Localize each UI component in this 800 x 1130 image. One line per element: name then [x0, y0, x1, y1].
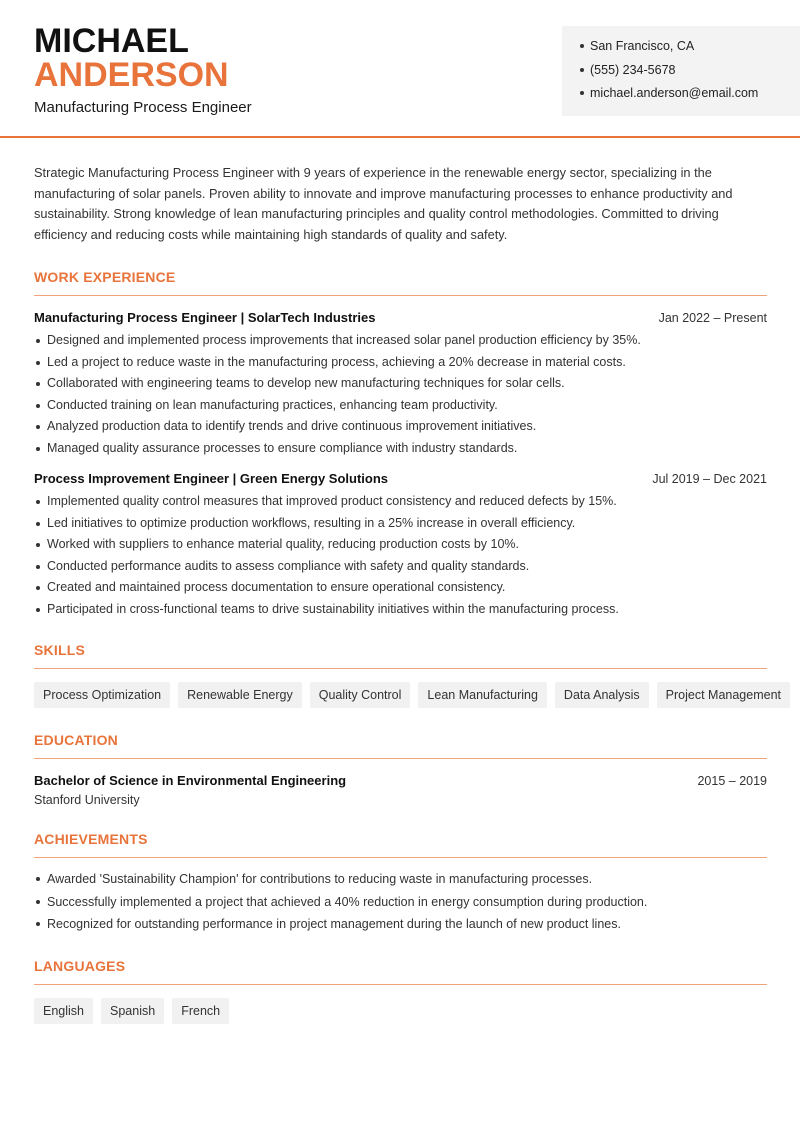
job-entry — [34, 310, 767, 459]
job-dates: Jan 2022 – Present — [658, 311, 767, 326]
section-title-skills: SKILLS — [34, 642, 767, 669]
education-degree: Bachelor of Science in Environmental Engineering — [34, 773, 347, 789]
candidate-name — [34, 24, 229, 92]
skill-chip: Quality Control — [310, 682, 411, 708]
skill-chip: Data Analysis — [555, 682, 649, 708]
skill-chip: Process Optimization — [34, 682, 170, 708]
job-role: Manufacturing Process Engineer | SolarTech Industries — [34, 310, 376, 326]
list-item: Worked with suppliers to enhance material quality, reducing production costs by 10%. — [34, 534, 767, 556]
contact-list — [580, 38, 800, 109]
language-chip: Spanish — [101, 998, 164, 1024]
professional-summary: Strategic Manufacturing Process Engineer with 9 years of experience in the renewable energy sector, specializing in the manufacturing of solar panels. Proven ability to innovate and improve manufacturing processes to enhance productivity and sustainability. Strong knowledge of lean manufacturing principles and quality control methodologies. Committed to driving efficiency and reducing costs while maintaining high standards of quality and safety. — [34, 165, 733, 242]
section-education — [34, 732, 767, 807]
contact-phone[interactable]: (555) 234-5678 — [580, 62, 800, 86]
job-role: Process Improvement Engineer | Green Energy Solutions — [34, 471, 389, 487]
section-title-education: EDUCATION — [34, 732, 767, 759]
section-achievements — [34, 831, 767, 936]
job-bullets — [34, 491, 767, 620]
skill-chip: Project Management — [657, 682, 790, 708]
list-item: Collaborated with engineering teams to develop new manufacturing techniques for solar cells. — [34, 373, 767, 395]
list-item: Created and maintained process documentation to ensure operational consistency. — [34, 577, 767, 599]
list-item: Conducted training on lean manufacturing practices, enhancing team productivity. — [34, 395, 767, 417]
achievements-list — [34, 868, 767, 936]
section-title-achievements: ACHIEVEMENTS — [34, 831, 767, 858]
language-chip: French — [172, 998, 229, 1024]
section-skills — [34, 642, 781, 708]
contact-box — [562, 26, 800, 116]
section-title-work-experience: WORK EXPERIENCE — [34, 269, 767, 296]
skill-chip: Renewable Energy — [178, 682, 302, 708]
contact-location: San Francisco, CA — [580, 38, 800, 62]
education-school: Stanford University — [34, 793, 140, 808]
list-item: Led a project to reduce waste in the manufacturing process, achieving a 20% decrease in material costs. — [34, 352, 767, 374]
resume-header — [0, 0, 800, 138]
list-item: Conducted performance audits to assess compliance with safety and quality standards. — [34, 556, 767, 578]
section-work-experience — [34, 269, 767, 620]
first-name: MICHAEL — [34, 22, 189, 60]
list-item: Implemented quality control measures that improved product consistency and reduced defects by 15%. — [34, 491, 767, 513]
job-entry — [34, 471, 767, 620]
section-languages — [34, 958, 767, 1024]
list-item: Awarded 'Sustainability Champion' for contributions to reducing waste in manufacturing processes. — [34, 868, 767, 891]
list-item: Successfully implemented a project that achieved a 40% reduction in energy consumption during production. — [34, 891, 767, 914]
section-title-languages: LANGUAGES — [34, 958, 767, 985]
last-name: ANDERSON — [34, 56, 229, 94]
education-dates: 2015 – 2019 — [697, 774, 767, 789]
language-chip: English — [34, 998, 93, 1024]
skills-list — [34, 682, 781, 708]
list-item: Designed and implemented process improvements that increased solar panel production efficiency by 35%. — [34, 330, 767, 352]
list-item: Participated in cross-functional teams to drive sustainability initiatives within the manufacturing process. — [34, 599, 767, 621]
contact-email[interactable]: michael.anderson@email.com — [580, 85, 800, 109]
languages-list — [34, 998, 767, 1024]
skill-chip: Lean Manufacturing — [418, 682, 547, 708]
list-item: Recognized for outstanding performance in project management during the launch of new product lines. — [34, 913, 767, 936]
list-item: Led initiatives to optimize production workflows, resulting in a 25% increase in overall efficiency. — [34, 513, 767, 535]
list-item: Analyzed production data to identify trends and drive continuous improvement initiatives. — [34, 416, 767, 438]
resume-body — [34, 163, 781, 1024]
job-bullets — [34, 330, 767, 459]
job-title: Manufacturing Process Engineer — [34, 99, 252, 116]
job-dates: Jul 2019 – Dec 2021 — [652, 472, 767, 487]
list-item: Managed quality assurance processes to ensure compliance with industry standards. — [34, 438, 767, 460]
